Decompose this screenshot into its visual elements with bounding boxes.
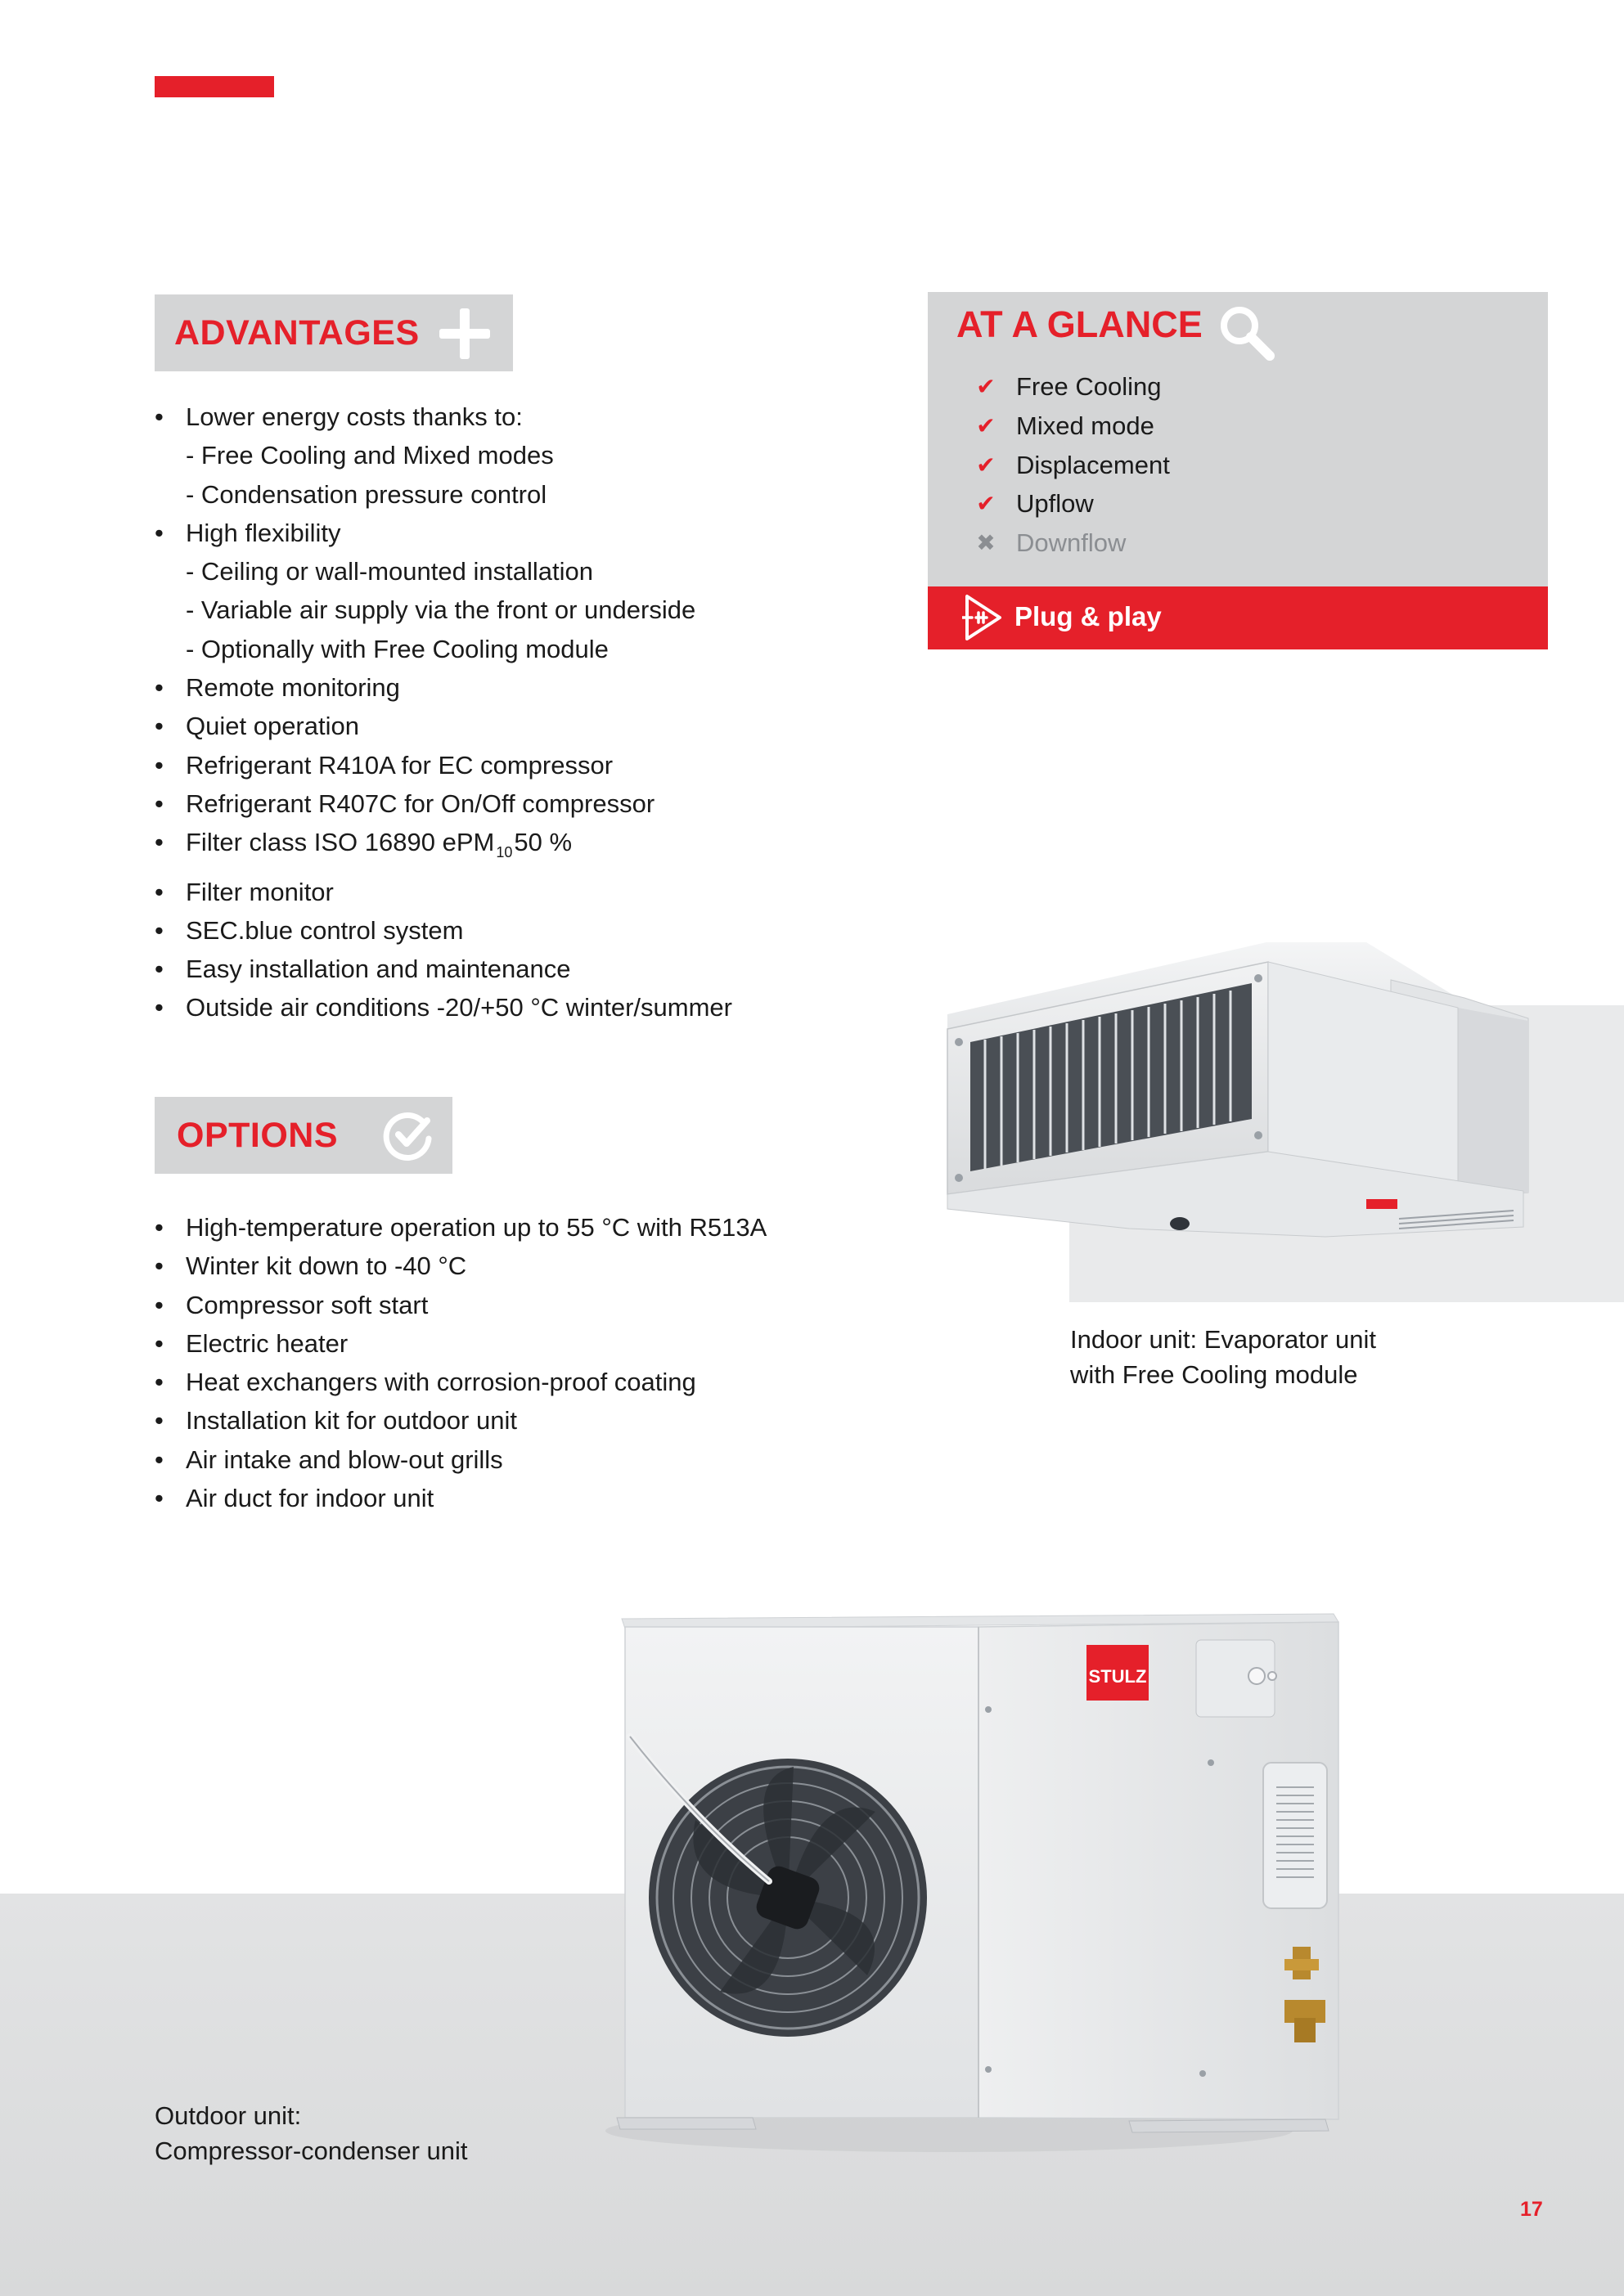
at-a-glance-list <box>974 367 1170 563</box>
list-item: • High-temperature operation up to 55 °C with R513A <box>155 1208 891 1247</box>
list-item: • Filter monitor <box>155 873 891 911</box>
caption-line: Indoor unit: Evaporator unit <box>1070 1325 1376 1354</box>
list-item: • Easy installation and maintenance <box>155 950 891 988</box>
plug-and-play-label: Plug & play <box>1014 601 1162 631</box>
list-item: • Lower energy costs thanks to: <box>155 398 891 436</box>
list-item: • Outside air conditions -20/+50 °C winter/summer <box>155 988 891 1027</box>
plug-icon <box>962 593 1003 642</box>
list-item-filter <box>155 823 891 872</box>
list-item: • High flexibility <box>155 514 891 552</box>
list-item: • Quiet operation <box>155 707 891 745</box>
list-subitem: - Condensation pressure control <box>186 479 547 509</box>
advantages-list <box>155 398 891 1027</box>
plug-and-play-bar <box>928 586 1548 649</box>
check-icon: ✔ <box>976 412 996 438</box>
list-item: • Winter kit down to -40 °C <box>155 1247 891 1285</box>
list-subitem: - Optionally with Free Cooling module <box>186 634 609 663</box>
advantages-title: ADVANTAGES <box>174 312 420 353</box>
list-item: • Remote monitoring <box>155 668 891 707</box>
brand-logo-text: STULZ <box>1088 1666 1147 1687</box>
list-item: • Air duct for indoor unit <box>155 1479 891 1517</box>
feature-displacement <box>974 446 1170 485</box>
list-item: • Installation kit for outdoor unit <box>155 1401 891 1440</box>
feature-free-cooling <box>974 367 1170 407</box>
caption-line: with Free Cooling module <box>1070 1360 1358 1389</box>
feature-label: Displacement <box>1016 450 1170 479</box>
caption-line: Compressor-condenser unit <box>155 2136 468 2165</box>
filter-subscript: 10 <box>496 844 513 861</box>
feature-upflow <box>974 484 1170 523</box>
list-subitem: - Ceiling or wall-mounted installation <box>186 557 593 586</box>
list-item: • Refrigerant R410A for EC compressor <box>155 746 891 784</box>
list-subitem: - Variable air supply via the front or underside <box>186 595 696 625</box>
list-item: • SEC.blue control system <box>155 911 891 950</box>
page-number: 17 <box>1520 2198 1543 2221</box>
indoor-unit-caption <box>1070 1322 1376 1392</box>
feature-label: Downflow <box>1016 528 1127 558</box>
filter-suffix: 50 % <box>514 828 573 857</box>
outdoor-unit-image <box>605 1599 1342 2163</box>
check-icon: ✔ <box>976 374 996 399</box>
plus-icon <box>439 308 490 359</box>
options-list <box>155 1208 891 1517</box>
list-item: • Air intake and blow-out grills <box>155 1440 891 1479</box>
advantages-header <box>155 294 513 371</box>
outdoor-unit-caption <box>155 2098 468 2168</box>
feature-label: Free Cooling <box>1016 372 1162 401</box>
list-item: • Compressor soft start <box>155 1286 891 1324</box>
filter-text: Filter class ISO 16890 ePM <box>186 828 495 857</box>
list-item: • Electric heater <box>155 1324 891 1363</box>
check-icon: ✔ <box>976 452 996 478</box>
at-a-glance-panel <box>928 292 1548 586</box>
magnifier-icon <box>1216 302 1278 364</box>
indoor-unit-image <box>941 932 1546 1251</box>
list-item: • Heat exchangers with corrosion-proof coating <box>155 1363 891 1401</box>
check-circle-icon <box>382 1109 434 1161</box>
options-header <box>155 1097 452 1174</box>
accent-bar <box>155 76 274 97</box>
list-item: • Refrigerant R407C for On/Off compressor <box>155 784 891 823</box>
caption-line: Outdoor unit: <box>155 2101 302 2130</box>
check-icon: ✔ <box>976 491 996 517</box>
feature-downflow <box>974 523 1170 563</box>
feature-mixed-mode <box>974 407 1170 446</box>
feature-label: Upflow <box>1016 489 1094 519</box>
cross-icon: ✖ <box>976 530 996 556</box>
at-a-glance-title: AT A GLANCE <box>956 303 1203 345</box>
options-title: OPTIONS <box>177 1115 339 1155</box>
list-subitem: - Free Cooling and Mixed modes <box>186 441 554 470</box>
feature-label: Mixed mode <box>1016 411 1154 440</box>
